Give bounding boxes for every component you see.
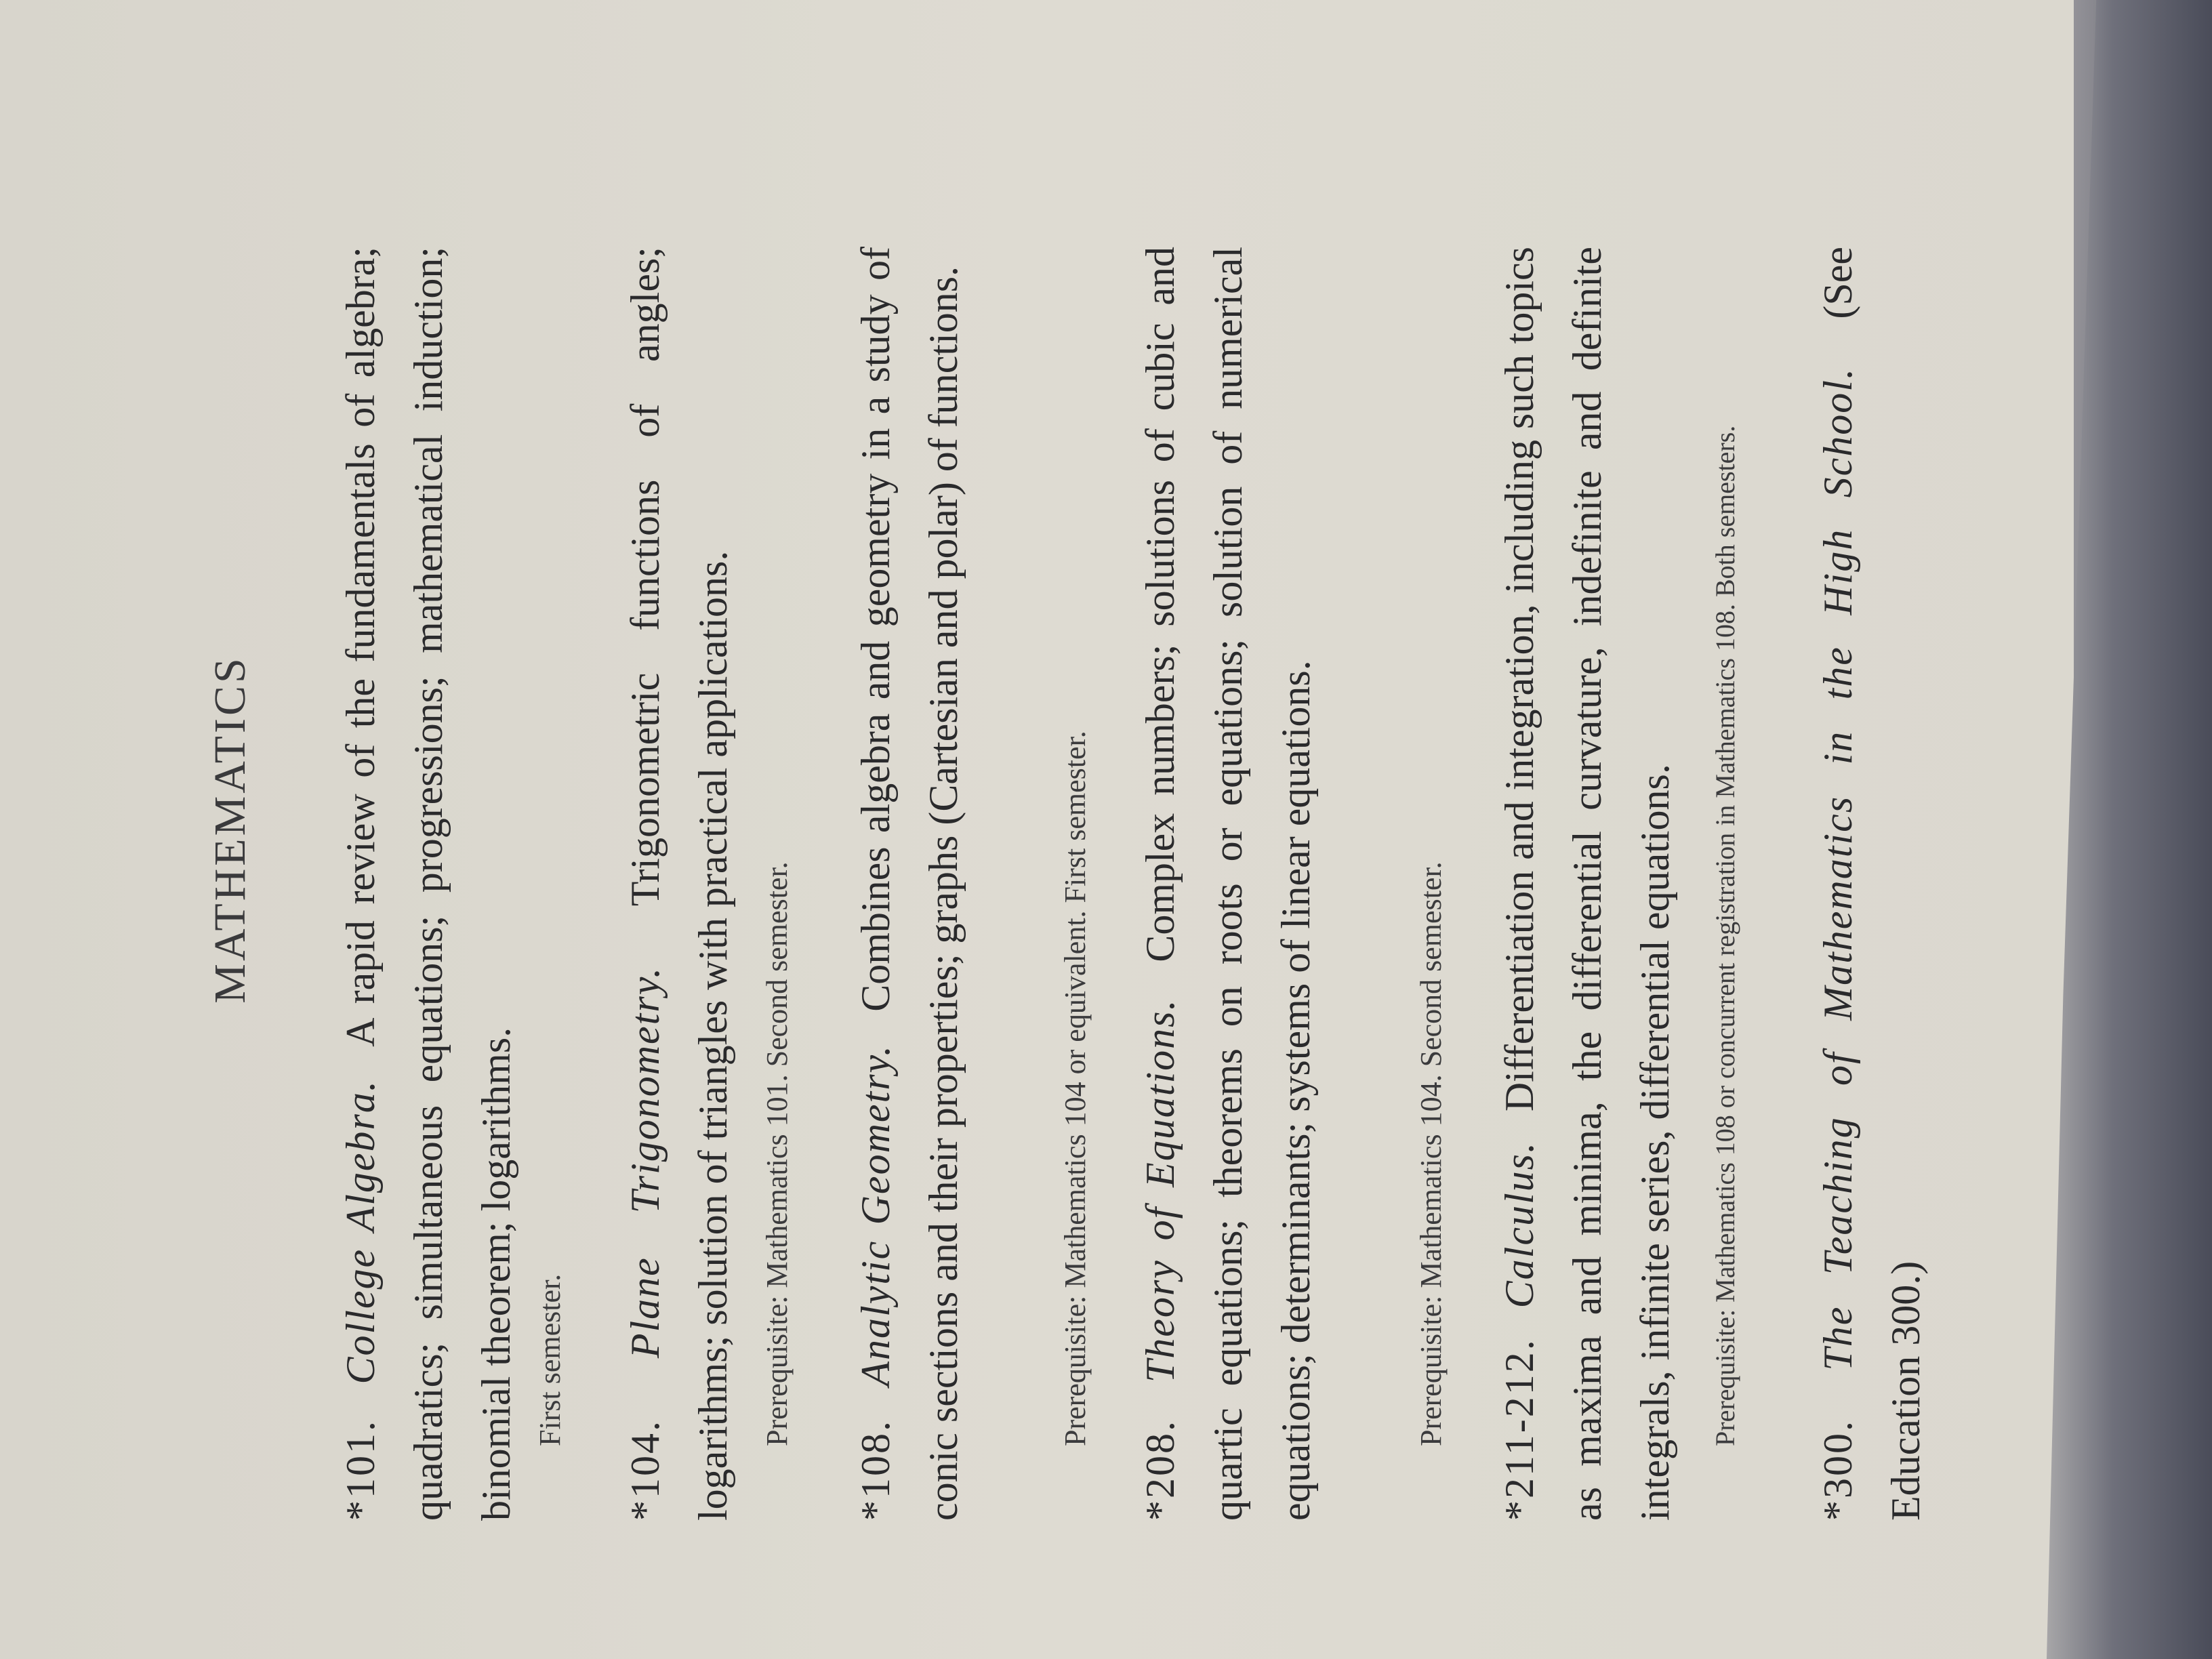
course-number: *108. bbox=[853, 1419, 898, 1521]
course-entry-300 bbox=[1804, 247, 1940, 1521]
course-number: *101. bbox=[338, 1419, 383, 1521]
course-number: *211-212. bbox=[1497, 1338, 1542, 1521]
course-number: *208. bbox=[1138, 1419, 1183, 1521]
course-title: Analytic Geometry. bbox=[853, 1044, 898, 1387]
course-entry-108 bbox=[842, 247, 977, 1521]
course-entry-208 bbox=[1126, 247, 1330, 1521]
course-note-108: Prerequisite: Mathematics 104 or equivalent. First semester. bbox=[1059, 731, 1092, 1446]
course-description: Complex numbers; solutions of cubic and quartic equations; theorems on roots or equations; solution of numerical equations; determinants; systems of linear equations. bbox=[1138, 247, 1318, 1521]
course-description: Trigonometric functions of angles; logarithms; solution of triangles with practical applications. bbox=[623, 247, 735, 1521]
course-title: Calculus. bbox=[1497, 1141, 1542, 1309]
course-title: The Teaching of Mathematics in the High School. bbox=[1816, 367, 1860, 1371]
course-title: College Algebra. bbox=[338, 1080, 383, 1385]
rotated-page-content bbox=[123, 50, 2089, 1609]
course-number: *300. bbox=[1816, 1419, 1860, 1521]
course-description: (See Education 300.) bbox=[1816, 246, 1928, 1521]
course-note-101: First semester. bbox=[533, 1273, 567, 1446]
course-description: Differentiation and integration, including such topics as maxima and minima, the differential curvature, indefinite and definite integrals, infinite series, differential equations. bbox=[1497, 246, 1677, 1521]
page-heading: MATHEMATICS bbox=[205, 655, 255, 1004]
course-entry-211-212 bbox=[1486, 247, 1689, 1521]
course-description: A rapid review of the fundamentals of algebra; quadratics; simultaneous equations; progressions; mathematical induction; binomial theorem; logarithms. bbox=[338, 246, 518, 1521]
course-description: Combines algebra and geometry in a study of conic sections and their properties; graphs (Cartesian and polar) of functions. bbox=[853, 247, 966, 1521]
course-note-211-212: Prerequisite: Mathematics 108 or concurrent registration in Mathematics 108. Both semesters. bbox=[1710, 425, 1740, 1446]
course-note-208: Prerequisite: Mathematics 104. Second semester. bbox=[1414, 861, 1448, 1446]
course-title: Theory of Equations. bbox=[1138, 998, 1183, 1383]
course-note-104: Prerequisite: Mathematics 101. Second semester. bbox=[760, 861, 794, 1446]
course-number: *104. bbox=[623, 1419, 668, 1521]
course-entry-101 bbox=[327, 247, 530, 1521]
course-title: Plane Trigonometry. bbox=[623, 966, 668, 1359]
course-entry-104 bbox=[611, 247, 747, 1521]
